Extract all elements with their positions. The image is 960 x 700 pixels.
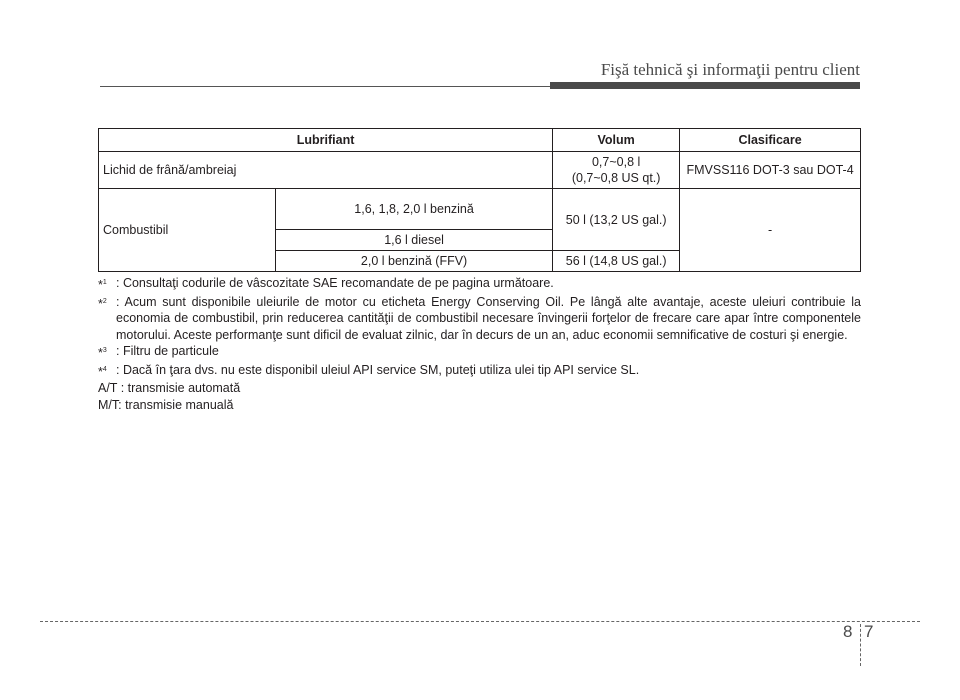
footnote-mark: *$^1$ <box>98 278 107 293</box>
footnote <box>98 362 861 381</box>
brake-volume-line2: (0,7~0,8 US qt.) <box>571 171 661 185</box>
header-rule-thick <box>550 82 860 89</box>
section-number: 8 <box>843 622 853 641</box>
cell-fuel-name: Combustibil <box>99 189 276 272</box>
lubricant-table <box>98 128 861 272</box>
footnote-text: : Acum sunt disponibile uleiurile de motor cu eticheta Energy Conserving Oil. Pe lângă alte avantaje, aceste uleiuri contribuie la economia de combustibil, prin reducerea cantităţii de combustibil necesare învingerii forţelor de frecare care apar între componentele motorului. Aceste performanţe sunt dificil de evaluat zilnic, dar în decurs de un an, aduc economii semnificative de costuri şi energie. <box>116 294 861 342</box>
footnote-text: : Consultaţi codurile de vâscozitate SAE recomandate de pe pagina următoare. <box>116 276 554 290</box>
footnote-mark: *$^3$ <box>98 346 107 361</box>
cell-brake-name: Lichid de frână/ambreiaj <box>99 152 553 189</box>
cell-fuel-class: - <box>680 189 861 272</box>
footnote-mark: *$^2$ <box>98 296 107 311</box>
abbr-at: A/T : transmisie automată <box>98 381 241 396</box>
cell-fuel-vol12: 50 l (13,2 US gal.) <box>553 189 680 251</box>
page-number-divider <box>860 624 861 666</box>
cell-brake-volume <box>553 152 680 189</box>
page-number: 7 <box>864 622 874 641</box>
footnote <box>98 294 861 344</box>
brake-volume-line1: 0,7~0,8 l <box>591 155 641 169</box>
cell-fuel-sub1: 1,6, 1,8, 2,0 l benzină <box>276 189 553 230</box>
footer-rule <box>40 621 920 622</box>
cell-brake-class: FMVSS116 DOT-3 sau DOT-4 <box>680 152 861 189</box>
footnotes <box>98 275 861 413</box>
cell-fuel-sub3: 2,0 l benzină (FFV) <box>276 251 553 272</box>
footnote-text: : Filtru de particule <box>116 344 219 359</box>
col-header-class: Clasificare <box>680 129 861 152</box>
col-header-lubricant: Lubrifiant <box>99 129 553 152</box>
footnote <box>98 343 861 362</box>
section-title: Fişă tehnică şi informaţii pentru client <box>600 60 860 79</box>
table-header-row <box>99 129 861 152</box>
abbr-mt: M/T: transmisie manuală <box>98 397 234 412</box>
table-row <box>99 189 861 230</box>
footnote-mark: *$^4$ <box>98 364 107 379</box>
footnote-text: : Dacă în ţara dvs. nu este disponibil uleiul API service SM, puteţi utiliza ulei tip API service SL. <box>116 362 640 377</box>
cell-fuel-vol3: 56 l (14,8 US gal.) <box>553 251 680 272</box>
footnote <box>98 275 861 294</box>
col-header-volume: Volum <box>553 129 680 152</box>
table-row <box>99 152 861 189</box>
cell-fuel-sub2: 1,6 l diesel <box>276 230 553 251</box>
header-rule-thin <box>100 86 550 87</box>
